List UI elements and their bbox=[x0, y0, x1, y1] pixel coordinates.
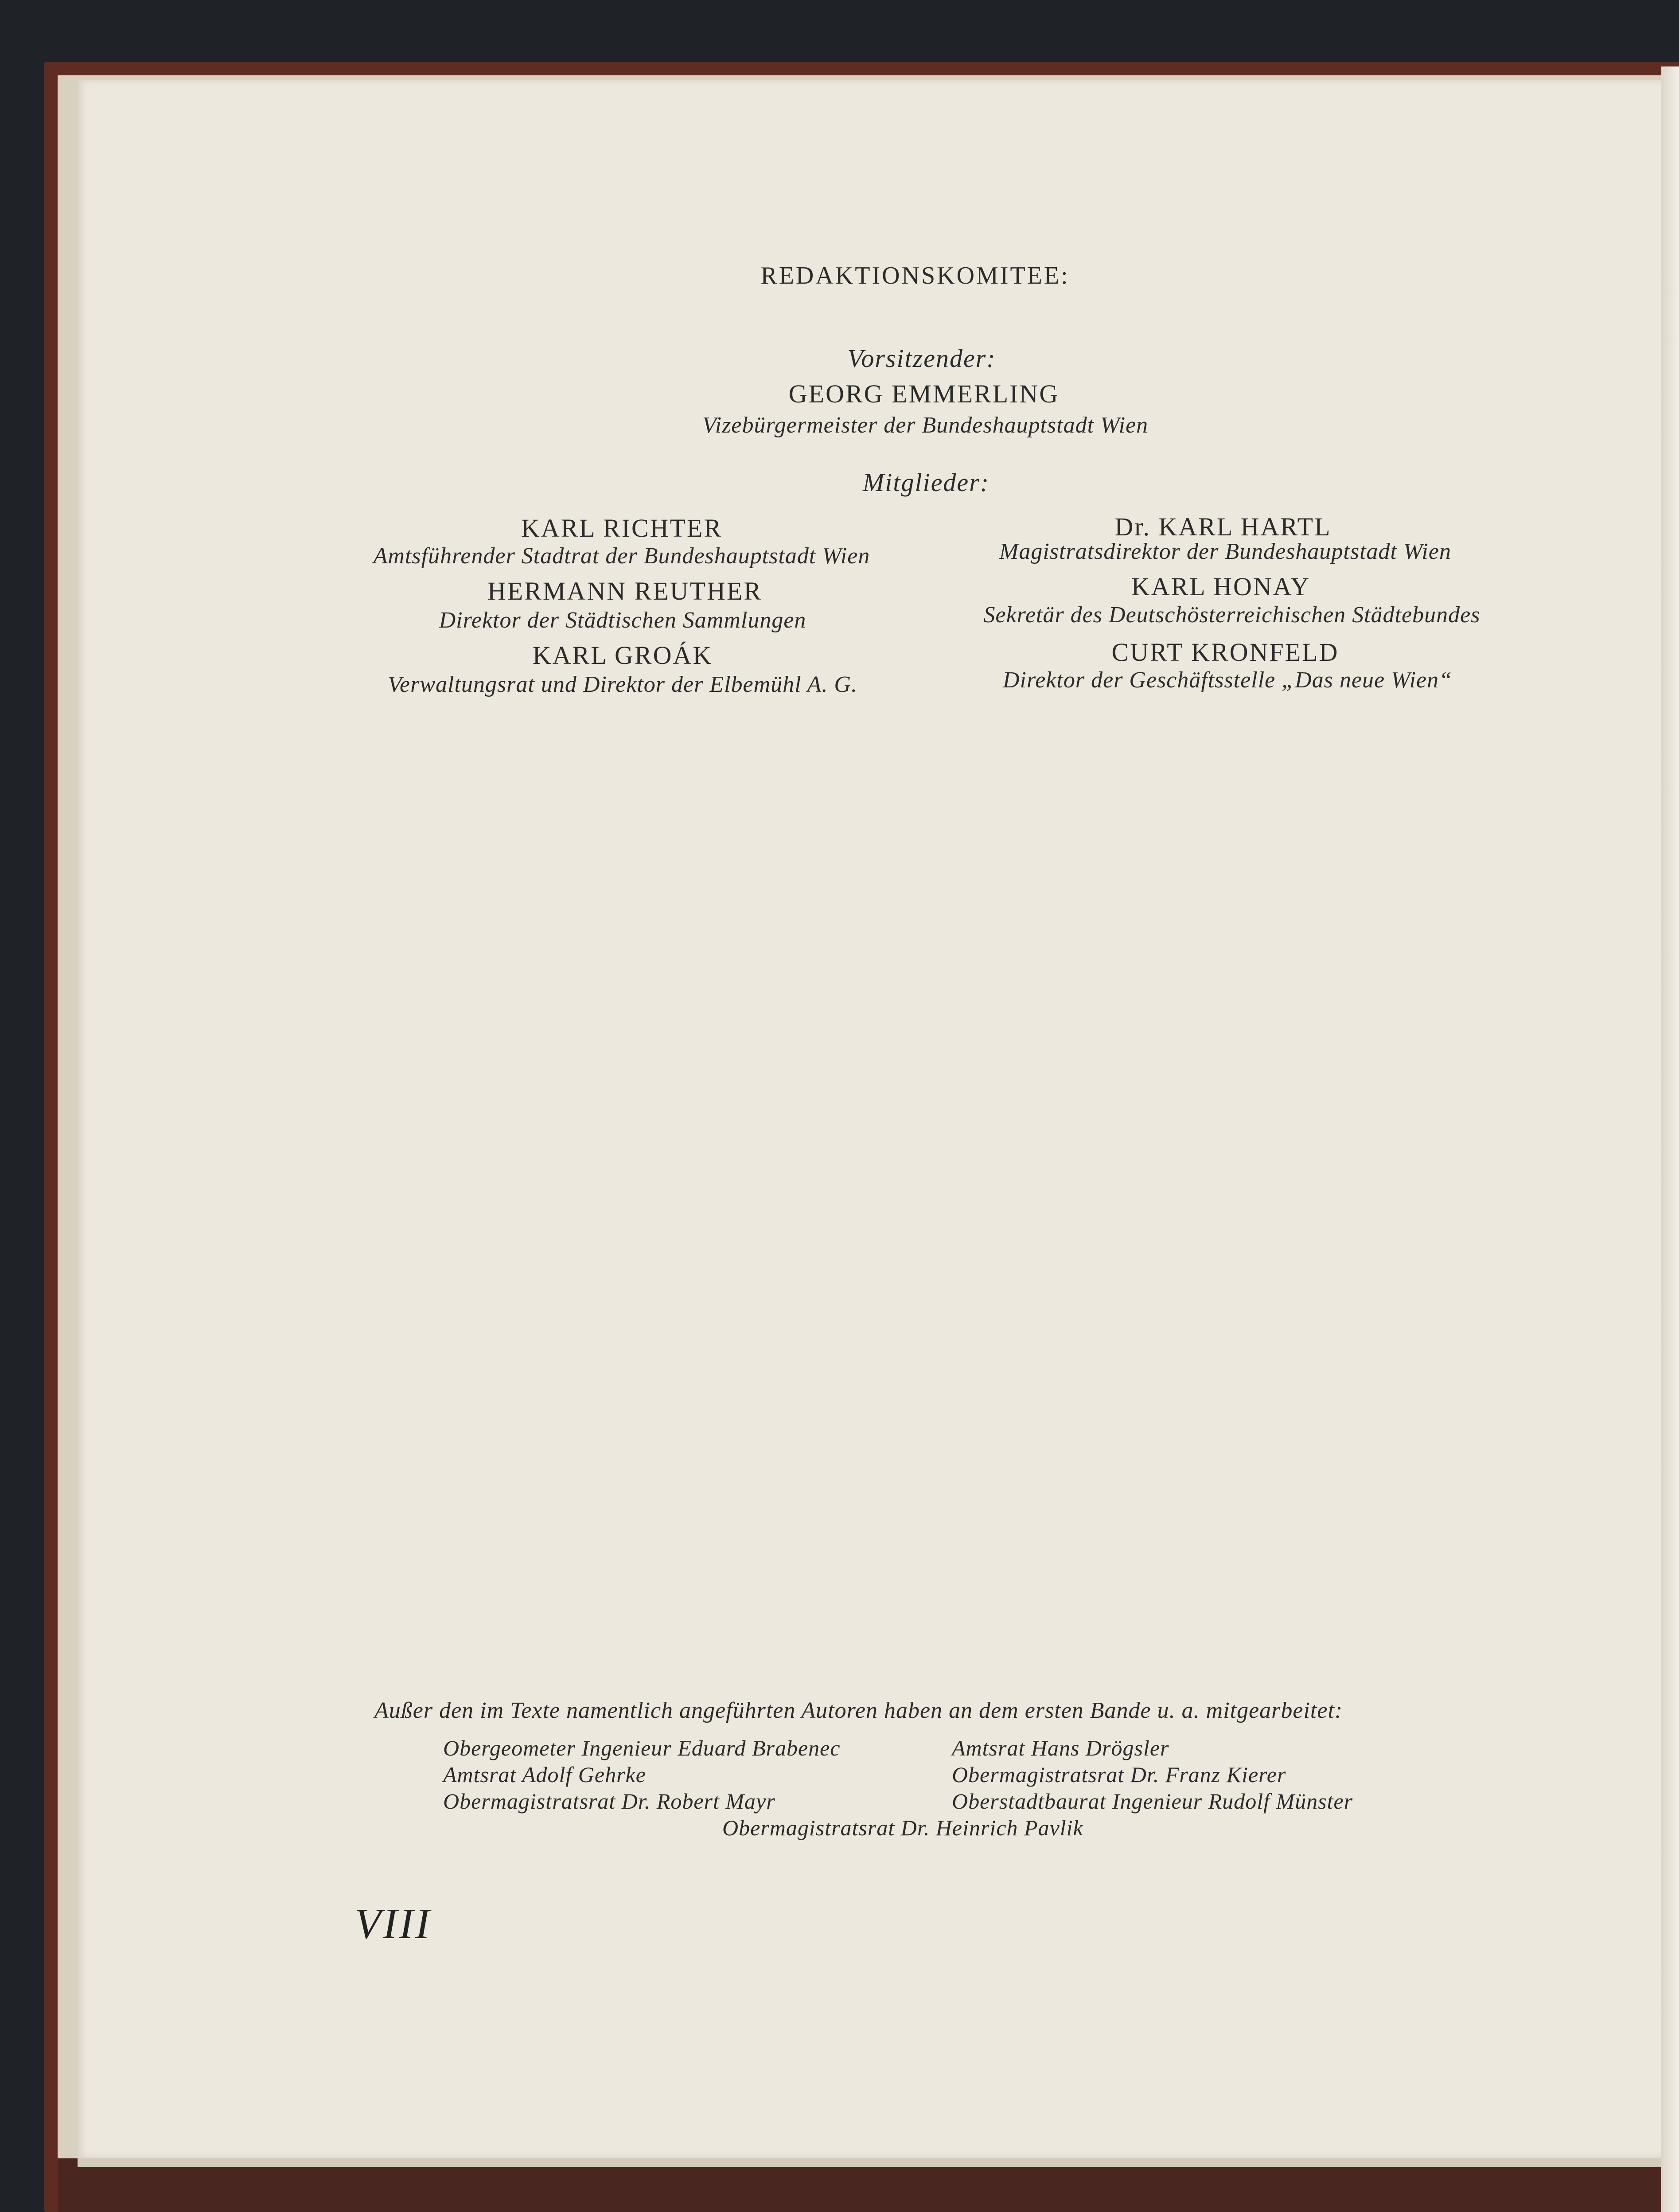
member-role: Direktor der Geschäftsstelle „Das neue Wien“ bbox=[1002, 667, 1453, 693]
contributor-name: Obergeometer Ingenieur Eduard Brabenec bbox=[443, 1736, 841, 1760]
member-name: KARL HONAY bbox=[1131, 572, 1311, 601]
contributors-intro: Außer den im Texte namentlich angeführten Autoren haben an dem ersten Bande u. a. mitgearbeitet: bbox=[374, 1698, 1343, 1723]
member-name: KARL RICHTER bbox=[521, 514, 723, 542]
member-role: Magistratsdirektor der Bundeshauptstadt Wien bbox=[999, 539, 1451, 564]
contributor-name: Amtsrat Adolf Gehrke bbox=[443, 1762, 646, 1787]
chair-role: Vizebürgermeister der Bundeshauptstadt Wien bbox=[702, 413, 1149, 438]
contributor-name: Obermagistratsrat Dr. Heinrich Pavlik bbox=[722, 1815, 1083, 1840]
member-role: Sekretär des Deutschösterreichischen Städtebundes bbox=[983, 602, 1480, 628]
contributor-name: Oberstadtbaurat Ingenieur Rudolf Münster bbox=[952, 1789, 1353, 1814]
member-role: Amtsführender Stadtrat der Bundeshauptstadt Wien bbox=[373, 543, 870, 569]
member-role: Direktor der Städtischen Sammlungen bbox=[439, 608, 806, 633]
chair-name: GEORG EMMERLING bbox=[788, 379, 1060, 408]
contributor-name: Obermagistratsrat Dr. Robert Mayr bbox=[443, 1789, 775, 1814]
contributor-name: Obermagistratsrat Dr. Franz Kierer bbox=[952, 1762, 1286, 1787]
member-name: Dr. KARL HARTL bbox=[1114, 512, 1332, 541]
chair-label: Vorsitzender: bbox=[847, 344, 996, 373]
committee-heading: REDAKTIONSKOMITEE: bbox=[760, 262, 1070, 289]
page-number: VIII bbox=[354, 1900, 432, 1948]
member-name: KARL GROÁK bbox=[532, 641, 713, 670]
member-name: CURT KRONFELD bbox=[1111, 638, 1339, 667]
contributor-name: Amtsrat Hans Drögsler bbox=[952, 1736, 1169, 1760]
member-name: HERMANN REUTHER bbox=[487, 577, 763, 605]
members-label: Mitglieder: bbox=[862, 468, 990, 497]
member-role: Verwaltungsrat und Direktor der Elbemühl A. G. bbox=[388, 672, 857, 697]
